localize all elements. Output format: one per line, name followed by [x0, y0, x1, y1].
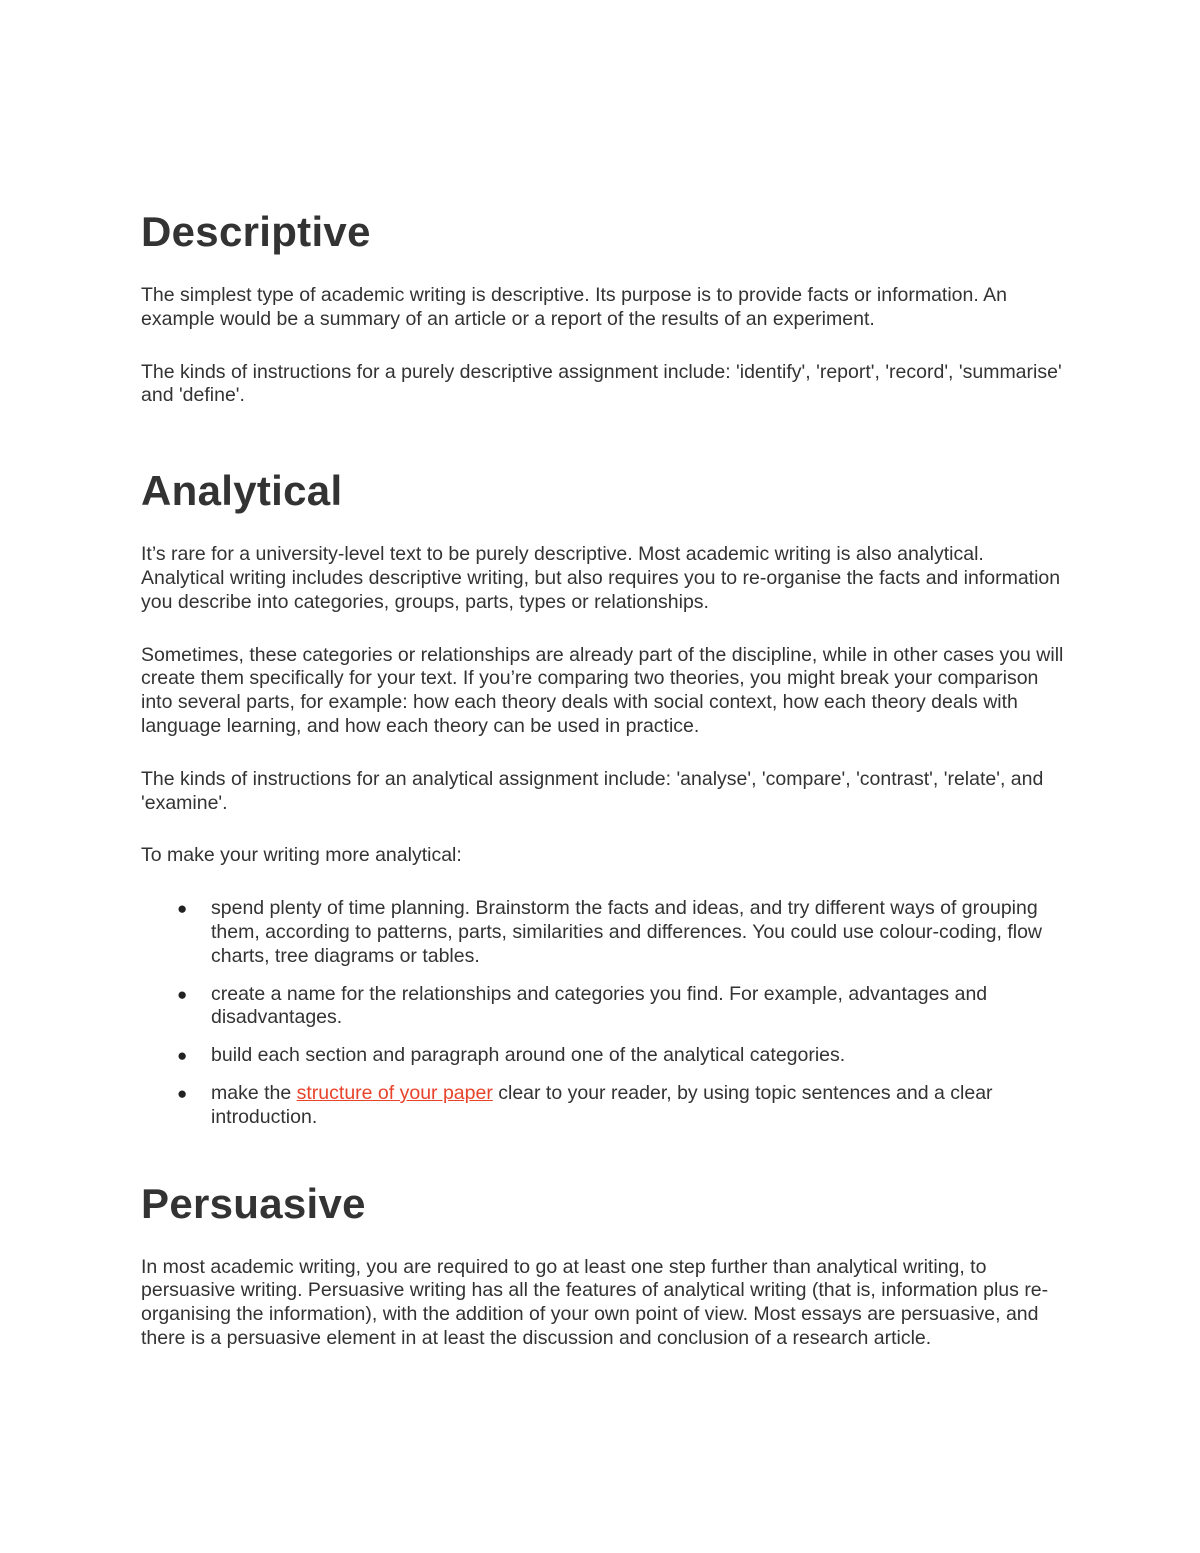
bullet-dot-icon: ●	[177, 1046, 188, 1066]
descriptive-paragraph-1: The simplest type of academic writing is descriptive. Its purpose is to provide facts or information. An example would be a summary of an article or a report of the results of an experiment.	[141, 284, 1007, 330]
bullet-dot-icon: ●	[177, 899, 188, 919]
persuasive-paragraph-1: In most academic writing, you are required to go at least one step further than analytical writing, to persuasive writing. Persuasive writing has all the features of analytical writing (that is, information plus re-organising the information), with the addition of your own point of view. Most essays are persuasive, and there is a persuasive element in at least the discussion and conclusion of a research article.	[141, 1255, 1049, 1349]
persuasive-section	[141, 1176, 1071, 1351]
analytical-paragraph-4: To make your writing more analytical:	[141, 844, 462, 867]
analytical-paragraph-3: The kinds of instructions for an analytical assignment include: 'analyse', 'compare', 'contrast', 'relate', and 'examine'.	[141, 767, 1044, 814]
descriptive-heading: Descriptive	[141, 208, 371, 255]
persuasive-heading: Persuasive	[141, 1179, 366, 1227]
list-item	[141, 1082, 1071, 1130]
list-item-text-after: clear to your reader, by using topic sentences and a clear introduction.	[211, 1081, 993, 1128]
analytical-section	[141, 463, 1071, 1129]
list-item	[141, 983, 1071, 1031]
list-item-text-before: make the	[211, 1081, 297, 1104]
list-item	[141, 1044, 1071, 1068]
analytical-paragraph-1: It’s rare for a university-level text to be purely descriptive. Most academic writing is also analytical. Analytical writing includes descriptive writing, but also requires you to re-organise the facts and information you describe into categories, groups, parts, types or relationships.	[141, 543, 1061, 613]
bullet-dot-icon: ●	[177, 984, 188, 1004]
list-item-text: build each section and paragraph around one of the analytical categories.	[211, 1044, 846, 1067]
descriptive-section	[141, 204, 1071, 408]
bullet-dot-icon: ●	[177, 1083, 188, 1103]
structure-of-your-paper-link[interactable]: structure of your paper	[296, 1081, 493, 1104]
document-page	[141, 198, 1071, 1351]
list-item	[141, 897, 1071, 968]
list-item-text: create a name for the relationships and categories you find. For example, advantages and disadvantages.	[211, 982, 988, 1029]
analytical-tips-list	[141, 897, 1071, 1129]
list-item-text: spend plenty of time planning. Brainstorm the facts and ideas, and try different ways of grouping them, according to patterns, parts, similarities and differences. You could use colour-coding, flow charts, tree diagrams or tables.	[211, 897, 1043, 967]
analytical-paragraph-2: Sometimes, these categories or relationships are already part of the discipline, while in other cases you will create them specifically for your text. If you’re comparing two theories, you might break your comparison into several parts, for example: how each theory deals with social context, how each theory deals with language learning, and how each theory can be used in practice.	[141, 643, 1064, 737]
analytical-heading: Analytical	[141, 467, 343, 515]
descriptive-paragraph-2: The kinds of instructions for a purely descriptive assignment include: 'identify', 'report', 'record', 'summarise' and 'define'.	[141, 360, 1062, 407]
